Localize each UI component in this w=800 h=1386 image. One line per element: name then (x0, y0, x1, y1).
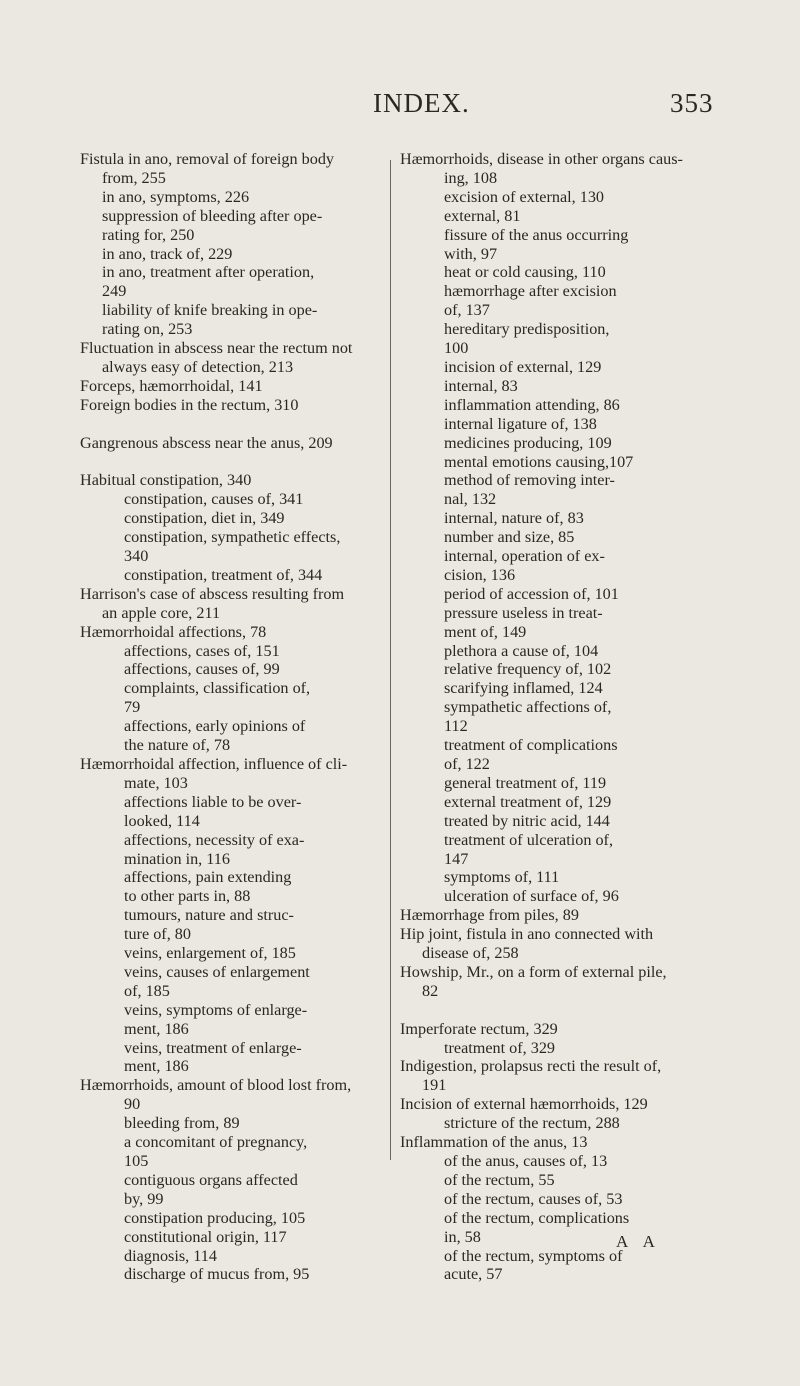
index-subentry: of the rectum, causes of, 53 (444, 1189, 623, 1208)
index-subentry: ment of, 149 (444, 622, 527, 641)
index-subentry: sympathetic affections of, (444, 698, 612, 717)
index-subentry: looked, 114 (124, 811, 200, 830)
index-subentry: excision of external, 130 (444, 187, 605, 206)
index-subentry: in ano, symptoms, 226 (102, 187, 250, 206)
index-subentry: affections, early opinions of (124, 717, 306, 736)
index-subentry: always easy of detection, 213 (102, 357, 294, 376)
index-subentry: ment, 186 (124, 1019, 189, 1038)
index-subentry: ing, 108 (444, 168, 498, 187)
index-subentry: of, 122 (444, 755, 490, 773)
index-subentry: constipation, sympathetic effects, (124, 528, 341, 547)
index-subentry: disease of, 258 (422, 944, 519, 963)
page-number: 353 (670, 88, 714, 118)
index-entry: Forceps, hæmorrhoidal, 141 (80, 376, 263, 395)
index-subentry: rating for, 250 (102, 225, 195, 244)
index-subentry: affections, pain extending (124, 868, 292, 887)
index-subentry: symptoms of, 111 (444, 868, 560, 887)
index-entry: Hæmorrhoids, disease in other organs caus- (400, 150, 683, 168)
index-subentry: heat or cold causing, 110 (444, 263, 606, 282)
index-entry: Howship, Mr., on a form of external pile, (400, 962, 667, 981)
index-subentry: relative frequency of, 102 (444, 660, 612, 679)
index-subentry: affections liable to be over- (124, 792, 302, 811)
index-subentry: treatment of, 329 (444, 1038, 556, 1057)
index-entry: Inflammation of the anus, 13 (400, 1133, 588, 1152)
index-entry: Hæmorrhage from piles, 89 (400, 906, 579, 925)
index-subentry: scarifying inflamed, 124 (444, 679, 603, 698)
index-subentry: internal ligature of, 138 (444, 414, 597, 433)
index-entry: Harrison's case of abscess resulting from (80, 584, 345, 603)
index-entry: Fluctuation in abscess near the rectum not (80, 339, 353, 358)
index-subentry: mination in, 116 (124, 849, 230, 868)
index-subentry: contiguous organs affected (124, 1170, 298, 1189)
index-subentry: in ano, track of, 229 (102, 244, 233, 263)
index-subentry: affections, cases of, 151 (124, 641, 280, 660)
index-subentry: 191 (422, 1076, 447, 1095)
index-subentry: 105 (124, 1152, 149, 1170)
index-subentry: external, 81 (444, 206, 521, 225)
index-subentry: hæmorrhage after excision (444, 282, 617, 301)
running-title: INDEX. (373, 88, 470, 118)
index-subentry: fissure of the anus occurring (444, 225, 629, 244)
index-subentry: internal, operation of ex- (444, 547, 605, 566)
index-subentry: bleeding from, 89 (124, 1114, 240, 1133)
index-subentry: liability of knife breaking in ope- (102, 301, 318, 320)
index-subentry: from, 255 (102, 168, 166, 187)
index-subentry: 82 (422, 981, 439, 1000)
index-entry: Indigestion, prolapsus recti the result of, (400, 1057, 662, 1076)
index-subentry: veins, enlargement of, 185 (124, 944, 296, 963)
index-subentry: hereditary predisposition, (444, 320, 610, 339)
index-subentry: tumours, nature and struc- (124, 906, 294, 925)
index-subentry: suppression of bleeding after ope- (102, 206, 323, 225)
index-subentry: general treatment of, 119 (444, 773, 607, 792)
index-subentry: 249 (102, 282, 127, 301)
index-subentry: method of removing inter- (444, 471, 615, 490)
index-entry: Imperforate rectum, 329 (400, 1019, 558, 1038)
index-subentry: veins, symptoms of enlarge- (124, 1000, 308, 1019)
index-subentry: to other parts in, 88 (124, 887, 251, 906)
index-subentry: of, 137 (444, 301, 490, 320)
index-subentry: 340 (124, 547, 149, 565)
index-subentry: medicines producing, 109 (444, 433, 612, 452)
index-subentry: acute, 57 (444, 1265, 503, 1284)
index-subentry: constipation producing, 105 (124, 1208, 306, 1227)
index-subentry: nal, 132 (444, 490, 497, 509)
index-entry: Gangrenous abscess near the anus, 209 (80, 433, 333, 452)
index-subentry: 112 (444, 717, 468, 736)
index-subentry: internal, nature of, 83 (444, 509, 584, 528)
index-subentry: with, 97 (444, 244, 498, 263)
index-column-left (80, 150, 385, 1284)
index-subentry: of the rectum, symptoms of (444, 1246, 623, 1265)
index-subentry: affections, causes of, 99 (124, 660, 280, 679)
index-subentry: mental emotions causing,107 (444, 452, 634, 471)
index-subentry: the nature of, 78 (124, 736, 231, 755)
index-subentry: 147 (444, 849, 469, 868)
index-subentry: discharge of mucus from, 95 (124, 1265, 310, 1284)
index-subentry: a concomitant of pregnancy, (124, 1133, 308, 1152)
index-subentry: veins, treatment of enlarge- (124, 1038, 302, 1057)
index-subentry: inflammation attending, 86 (444, 395, 620, 414)
index-subentry: of the anus, causes of, 13 (444, 1152, 608, 1171)
index-subentry: an apple core, 211 (102, 603, 221, 622)
index-subentry: pressure useless in treat- (444, 603, 603, 622)
index-subentry: ulceration of surface of, 96 (444, 887, 619, 906)
index-subentry: constipation, causes of, 341 (124, 490, 304, 509)
index-subentry: treatment of complications (444, 736, 618, 755)
index-subentry: treated by nitric acid, 144 (444, 811, 610, 830)
index-subentry: rating on, 253 (102, 320, 193, 339)
index-subentry: affections, necessity of exa- (124, 830, 305, 849)
index-entry: Hip joint, fistula in ano connected with (400, 925, 654, 944)
index-subentry: plethora a cause of, 104 (444, 641, 599, 660)
page-header (0, 88, 800, 122)
index-subentry: constitutional origin, 117 (124, 1227, 287, 1246)
index-entry: Hæmorrhoids, amount of blood lost from, (80, 1076, 352, 1095)
index-subentry: external treatment of, 129 (444, 792, 612, 811)
index-entry: Foreign bodies in the rectum, 310 (80, 395, 299, 414)
index-subentry: in ano, treatment after operation, (102, 263, 315, 282)
index-subentry: number and size, 85 (444, 528, 575, 547)
index-subentry: veins, causes of enlargement (124, 962, 310, 981)
index-subentry: diagnosis, 114 (124, 1246, 217, 1265)
index-subentry: treatment of ulceration of, (444, 830, 613, 849)
index-subentry: of the rectum, 55 (444, 1170, 555, 1189)
index-subentry: cision, 136 (444, 565, 516, 584)
index-subentry: period of accession of, 101 (444, 584, 619, 603)
index-entry: Fistula in ano, removal of foreign body (80, 150, 335, 168)
index-subentry: incision of external, 129 (444, 357, 602, 376)
index-subentry: constipation, treatment of, 344 (124, 565, 323, 584)
column-divider (390, 160, 391, 1160)
index-subentry: by, 99 (124, 1189, 164, 1208)
index-entry: Hæmorrhoidal affections, 78 (80, 622, 267, 641)
index-subentry: constipation, diet in, 349 (124, 509, 285, 528)
index-subentry: 90 (124, 1095, 141, 1114)
index-subentry: stricture of the rectum, 288 (444, 1114, 620, 1133)
index-entry: Hæmorrhoidal affection, influence of cli- (80, 754, 348, 773)
index-column-right (400, 150, 700, 1284)
index-subentry: complaints, classification of, (124, 679, 311, 698)
index-subentry: internal, 83 (444, 376, 518, 395)
index-subentry: in, 58 (444, 1227, 481, 1246)
signature-mark: A A (616, 1232, 661, 1251)
index-entry: Incision of external hæmorrhoids, 129 (400, 1095, 648, 1114)
index-subentry: ment, 186 (124, 1057, 189, 1076)
index-subentry: 79 (124, 698, 141, 717)
index-subentry: ture of, 80 (124, 925, 191, 944)
index-subentry: of the rectum, complications (444, 1208, 630, 1227)
index-subentry: 100 (444, 339, 469, 358)
index-entry: Habitual constipation, 340 (80, 471, 252, 490)
index-subentry: of, 185 (124, 981, 170, 1000)
index-subentry: mate, 103 (124, 773, 188, 792)
